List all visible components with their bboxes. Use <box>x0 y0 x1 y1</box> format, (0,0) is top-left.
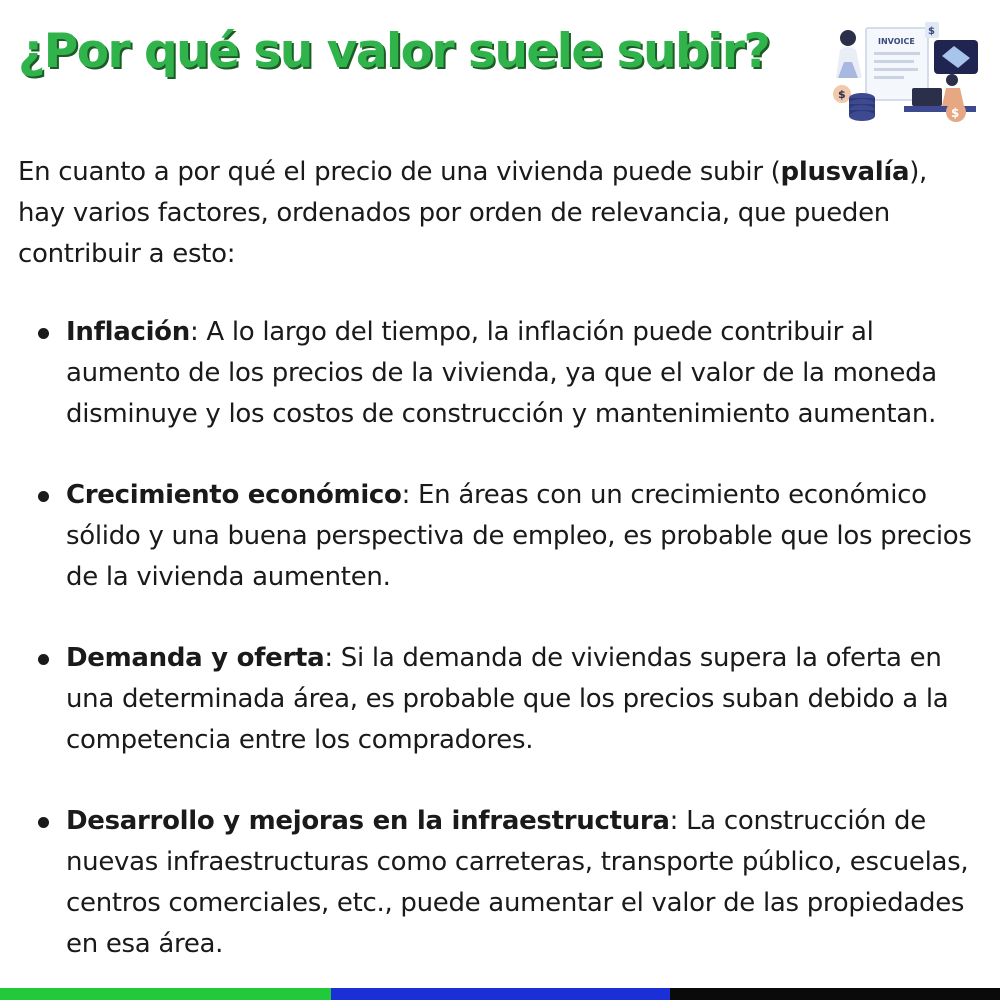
factor-description: : A lo largo del tiempo, la inflación puede contribuir al aumento de los precios de la vivienda, ya que el valor de la moneda disminuye y los costos de construcción y mantenimiento aumentan. <box>66 317 937 429</box>
bullet-icon <box>38 817 49 828</box>
bullet-icon <box>38 654 49 665</box>
intro-keyword: plusvalía <box>780 157 910 187</box>
factor-description: : La construcción de nuevas infraestructuras como carreteras, transporte público, escuelas, centros comerciales, etc., puede aumentar el valor de las propiedades en esa área. <box>66 806 969 959</box>
factor-item-supply-demand <box>0 638 1000 761</box>
invoice-finance-illustration <box>822 18 982 126</box>
factor-item-infrastructure <box>0 801 1000 965</box>
bullet-icon <box>38 328 49 339</box>
factor-term: Demanda y oferta <box>66 643 325 673</box>
bottom-color-bar <box>0 988 1000 1000</box>
page-title: ¿Por qué su valor suele subir? <box>18 24 770 79</box>
bar-segment-black <box>670 988 1000 1000</box>
factor-term: Crecimiento económico <box>66 480 402 510</box>
intro-text-end: ), hay varios factores, ordenados por orden de relevancia, que pueden contribuir a esto: <box>18 157 928 269</box>
intro-paragraph <box>18 152 978 275</box>
bar-segment-green <box>0 988 331 1000</box>
factor-item-inflation <box>0 312 1000 435</box>
factor-term: Inflación <box>66 317 190 347</box>
bullet-icon <box>38 491 49 502</box>
bar-segment-blue <box>331 988 670 1000</box>
intro-text-start: En cuanto a por qué el precio de una vivienda puede subir ( <box>18 157 781 187</box>
card-symbol: $ <box>928 26 935 37</box>
factor-item-economic-growth <box>0 475 1000 598</box>
coin-right-symbol: $ <box>951 106 960 120</box>
factor-term: Desarrollo y mejoras en la infraestructura <box>66 806 670 836</box>
invoice-label: INVOICE <box>878 37 915 46</box>
factor-description: : En áreas con un crecimiento económico sólido y una buena perspectiva de empleo, es probable que los precios de la vivienda aumenten. <box>66 480 972 592</box>
factors-list <box>0 312 1000 1005</box>
coin-left-symbol: $ <box>838 88 846 101</box>
factor-description: : Si la demanda de viviendas supera la oferta en una determinada área, es probable que los precios suban debido a la competencia entre los compradores. <box>66 643 949 755</box>
